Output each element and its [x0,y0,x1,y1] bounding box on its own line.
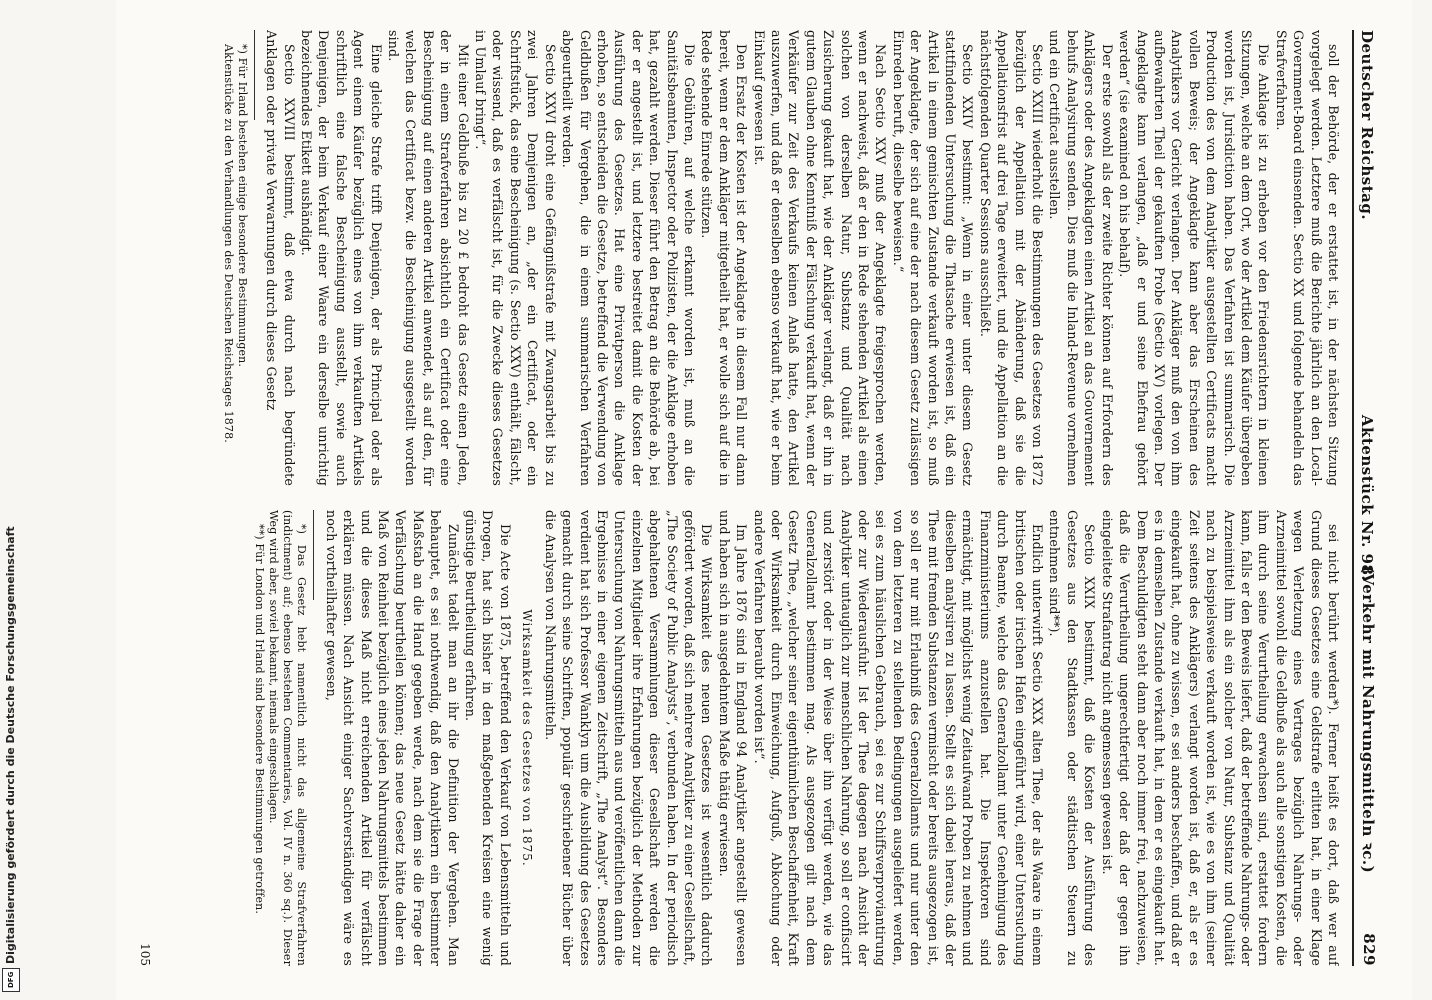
paragraph: Sectio XXVIII bestimmt, daß etwa durch nach begründete Anklagen oder private Verwarnungen durch dieses Gesetz [264,30,297,486]
paragraph: Der erste sowohl als der zweite Richter können auf Erfordern des Anklägers oder des Angeklagten einen Artikel an das Gouvernement behufs Analysirung senden. Dies muß die Inland-Revenue vornehmen und ein Certificat ausstellen. [1047,30,1115,486]
paragraph: Sectio XXVI droht eine Gefängnißstrafe mit Zwangsarbeit bis zu zwei Jahren Demjenigen an, „der ein Certificat, oder ein Schriftstück, das eine Bescheinigung (s. Sectio XXV) enthält, fälscht, oder wissend, daß es verfälscht ist, für die Zwecke dieses Gesetzes in Umlauf bringt“. [473,30,558,486]
paragraph: Sectio XXIX bestimmt, daß die Kosten der Ausführung des Gesetzes aus den Stadtkassen oder städtischen Steuern zu entnehmen sind**). [1047,510,1098,966]
running-header [1352,30,1388,966]
paragraph: Im Jahre 1876 sind in England 94 Analytiker angestellt gewesen und haben sich in ausgedehntem Maße thätig erwiesen. [716,510,750,966]
dfg-logo: DFG [2,968,20,992]
paragraph: sei nicht berührt werden*). Ferner heißt es dort, daß wer auf Grund dieses Gesetzes eine Geldstrafe erlitten hat, in einer Klage wegen Verletzung eines Vertrages bezüglich Nahrungs- oder Arzneimittel sowohl die Geldbuße als auch alle sonstigen Kosten, die ihm durch seine Verurtheilung erwachsen sind, erstattet fordern kann, falls er den Beweis liefert, daß der betreffende Nahrungs- oder Arzneimittel ihm als ein solcher von Natur, Substanz und Qualität nach zu beispielsweise verkauft worden ist, wie es von ihm (seiner Zeit seitens des Anklägers) verlangt worden ist, daß er, als er es eingekauft hat, ohne zu wissen, es sei anders beschaffen, und daß er es in demselben Zustande verkauft hat, in dem er es eingekauft hat. Dem Beschuldigten steht dann aber noch immer frei, nachzuweisen, daß die Verurtheilung ungerechtfertigt oder daß der gegen ihn eingeleitete Strafantrag nicht angemessen gewesen ist. [1099,510,1341,966]
digitization-credit [0,0,20,1000]
footnote-rule [313,510,314,600]
paragraph: Die Anklage ist zu erheben vor den Friedensrichtern in kleinen Sitzungen, welche an dem Ort, wo der Artikel dem Käufer übergeben worden ist, Jurisdiction haben. Das Verfahren ist summarisch. Die Production des von dem Analytiker ausgestellten Certificats macht vollen Beweis; der Angeklagte kann aber das Erscheinen des Analytikers vor Gericht verlangen. Der Ankläger muß den von ihm aufbewahrten Theil der gekauften Probe (Sectio XV) vorlegen. Der Angeklagte kann verlangen, „daß er und seine Ehefrau gehört werden“ (sie examined on his behalf). [1117,30,1272,486]
paragraph: Die Gebühren, auf welche erkannt worden ist, muß an die Sanitätsbeamten, Inspector oder Polizisten, der die Anklage erhoben hat, gezahlt werden. Dieser führt den Betrag an die Behörde ab, bei der er angestellt ist, und letztere bestreitet damit die Kosten der Ausführung des Gesetzes. Hat eine Privatperson die Anklage erhoben, so entscheiden die Gesetze, betreffend die Verwendung von Geldbußen für Vergehen, die in einem summarischen Verfahren abgeurtheilt werden. [560,30,697,486]
paragraph: Eine gleiche Strafe trifft Denjenigen, der als Principal oder als Agent einem Käufer bezüglich eines von ihm verkauften Artikels schriftlich eine falsche Bescheinigung ausstellt, sowie auch Denjenigen, der beim Verkauf einer Waare ein derselbe unrichtig bezeichnendes Etikett aushändigt. [299,30,384,486]
paragraph: Mit einer Geldbuße bis zu 20 £ bedroht das Gesetz einen Jeden, der in einem Strafverfahren absichtlich ein Certificat oder eine Bescheinigung auf einen anderen Artikel anwendet, als auf den, für welchen das Certificat bezw. die Bescheinigung ausgestellt worden sind. [386,30,471,486]
footnote: **) Für London und Irland sind besondere Bestimmungen getroffen. [253,524,267,915]
document-page [116,0,1412,1000]
credit-text: Digitalisierung gefördert durch die Deutsche Forschungsgemeinschaft [4,526,17,964]
paragraph: Endlich unterwirft Sectio XXX alten Thee, der als Waare in einem britischen oder irischen Hafen eingeführt wird, einer Untersuchung durch Beamte, welche das Generalzollamt unter Genehmigung des Finanzministeriums anzustellen hat. Die Inspektoren sind ermächtigt, mit möglichst wenig Zeitaufwand Proben zu nehmen und dieselben analysiren zu lassen. Stellt es sich dabei heraus, daß der Thee mit fremden Substanzen vermischt oder bereits ausgezogen ist, so soll er nur mit Erlaubniß des Generalzollamts und nur unter den von dem letzteren zu stellenden Bedingungen ausgeliefert werden, sei es zum häuslichen Gebrauch, sei es zur Schiffsverproviantirung oder zur Wiederausfuhr. Ist der Thee dagegen nach Ansicht der Analytiker untauglich zur menschlichen Nahrung, so soll er confiscirt und zerstört oder in der Weise über ihn verfügt werden, wie das Generalzollamt bestimmen mag. Als ausgezogen gilt nach dem Gesetz Thee, „welcher seiner eigenthümlichen Beschaffenheit, Kraft oder Wirksamkeit durch Einweichung, Aufguß, Abkochung oder andere Verfahren beraubt worden ist“. [751,510,1046,966]
paragraph: Sectio XXIV bestimmt: „Wenn in einer unter diesem Gesetz stattfindenden Untersuchung die Thatsache erwiesen ist, daß ein Artikel in einem gemischten Zustande verkauft worden ist, so muß der Angeklagte, der sich auf eine der nach diesem Gesetz zulässigen Einreden beruft, dieselbe beweisen.“ [890,30,976,486]
paragraph: Den Ersatz der Kosten ist der Angeklagte in diesem Fall nur dann bereit, wenn er dem Ankläger mitgetheilt hat, er wolle sich auf die in Rede stehende Einrede stützen. [699,30,750,486]
right-column [152,510,1342,966]
footnote: *) Das Gesetz hebt namentlich nicht das allgemeine Strafverfahren (indictment) auf; ebenso bestehen Commentaries, Vol. IV n. 360 sq.). Dieser Weg wird aber, soviel bekannt, niemals eingeschlagen. [267,510,309,966]
paragraph: Nach Sectio XXV muß der Angeklagte freigesprochen werden, wenn er nachweist, daß er den in Rede stehenden Artikel als einen solchen von derselben Natur, Substanz und Qualität nach Zusicherung gekauft hat, wie der Ankläger verlangt, daß er ihn in gutem Glauben ohne Kenntniß der Fälschung verkauft hat, wenn der Verkäufer zur Zeit des Verkaufs keinen Anlaß hatte, den Artikel auszuwerfen, und daß er denselben ebenso verkauft hat, wie er beim Einkauf gewesen ist. [751,30,889,486]
header-left: Deutscher Reichstag. [1358,30,1376,221]
left-column [152,30,1342,486]
paragraph: Die Wirksamkeit des neuen Gesetzes ist wesentlich dadurch gefördert worden, daß sich mehrere Analytiker zu einer Gesellschaft, „The Society of Public Analysts“, verbunden haben. In der periodisch abgehaltenen Versammlungen dieser Gesellschaft werden die einzelnen Mitglieder ihre Erfahrungen bezüglich der Methoden zur Untersuchung von Nahrungsmitteln aus und veröffentlichen dann die Ergebnisse in einer eigenen Zeitschrift, „The Analyst“. Besonders verdient hat sich Professor Wanklyn um die Ausbildung des Gesetzes gemacht durch seine Schriften, populär geschriebener Bücher über die Analysen von Nahrungsmitteln. [542,510,715,966]
footnote: *) Für Irland bestehen einige besondere Bestimmungen. [235,44,249,368]
header-center: Aktenstück Nr. 98. [1358,414,1376,582]
section-heading: Wirksamkeit des Gesetzes von 1875. [520,609,535,867]
footnote-rule [254,30,255,120]
paragraph: soll der Behörde, der er erstattet ist, in der nächsten Sitzung vorgelegt werden. Letztere muß die Berichte jährlich an den Local-Government-Board einsenden. Sectio XX und folgende behandeln das Strafverfahren. [1273,30,1341,486]
footnote: Aktenstücke zu den Verhandlungen des Deutschen Reichstages 1878. [221,44,235,443]
signature-mark: 105 [138,943,152,966]
paragraph: Sectio XXIII wiederholt die Bestimmungen des Gesetzes von 1872 bezüglich der Appellation mit der Abänderung, daß sie die Appellationsfrist auf drei Tage erweitert, und die Appellation an die nächstfolgenden Quarter Sessions ausschließt. [977,30,1046,486]
text-columns [152,30,1342,966]
header-right: (Verkehr mit Nahrungsmitteln ꝛc.) [1359,565,1377,874]
paragraph: Zunächst tadelt man an ihr die Definition der Vergehen. Man behauptet, es sei nothwendig, daß den Analytikern ein bestimmter Maßstab an die Hand gegeben werde, nach dem sie die Frage der Verfälschung beurtheilen können; das neue Gesetz hätte daher ein Maß von Reinheit bezüglich eines jeden Nahrungsmittels bestimmen und die dieses Maß nicht erreichenden Artikel für verfälscht erklären müssen. Nach Ansicht einiger Sachverständigen wäre es noch vortheilhafter gewesen, [323,510,461,966]
paragraph: Die Acte von 1875, betreffend den Verkauf von Lebensmitteln und Drogen, hat sich bisher in den maßgebenden Kreisen eine wenig günstige Beurtheilung erfahren. [463,510,513,966]
page-number: 829 [1360,933,1378,966]
